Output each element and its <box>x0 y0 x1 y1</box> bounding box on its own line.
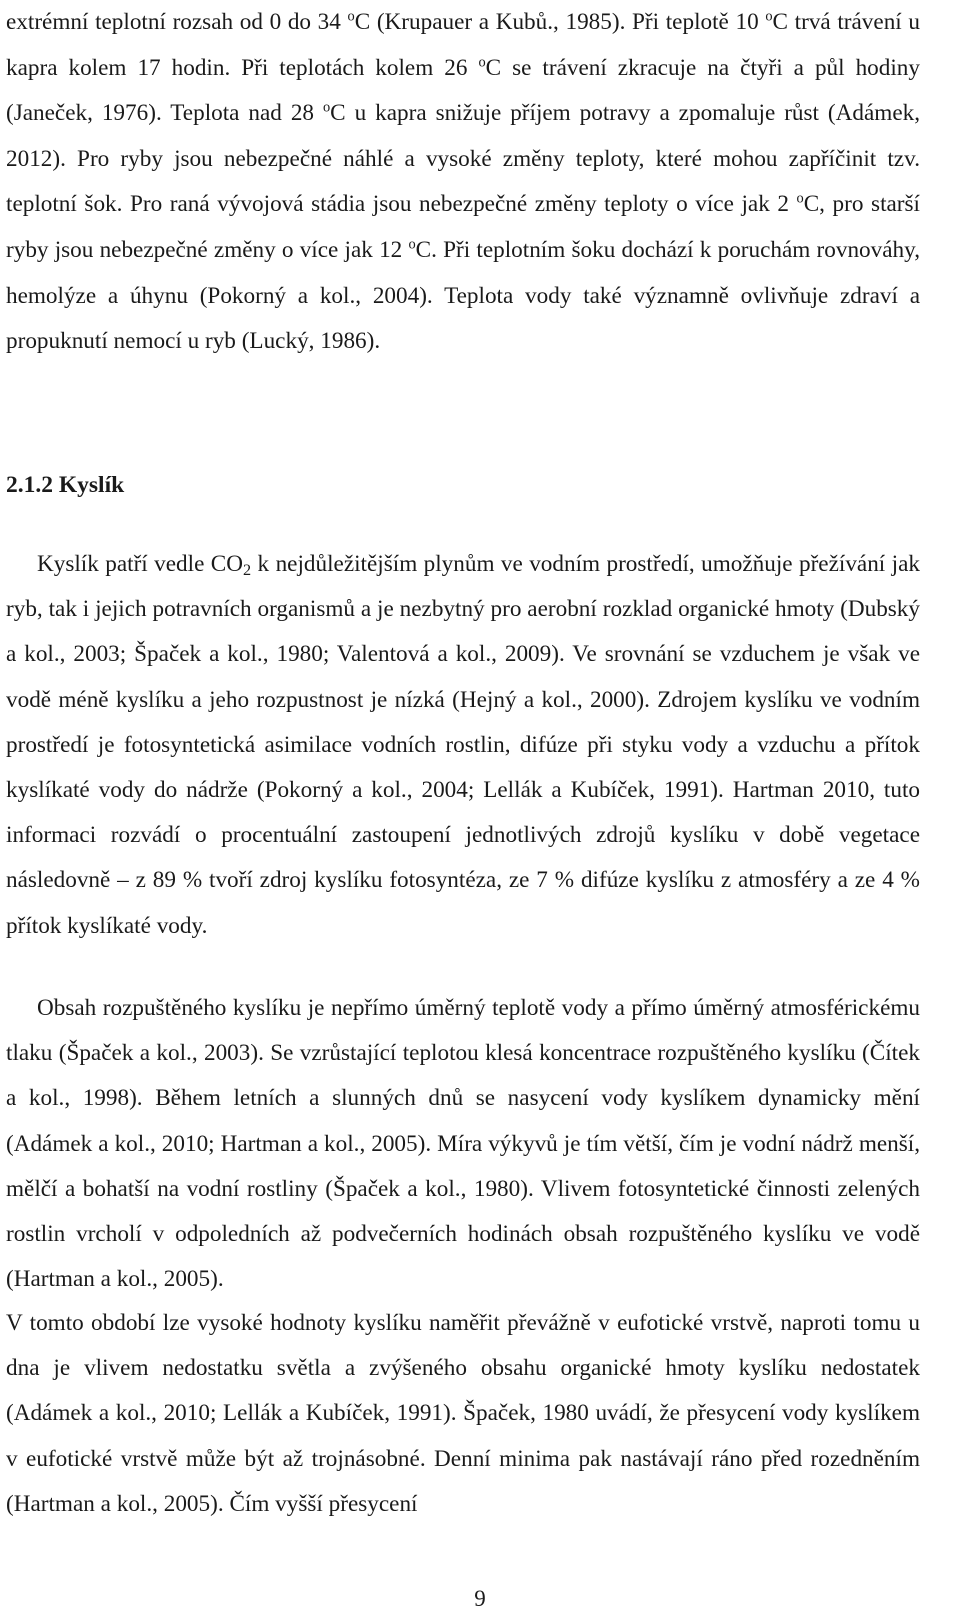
text-run: C u kapra snižuje příjem potravy a zpomaluje růst (Adámek, 2012). Pro ryby jsou nebezpečné náhlé a vysoké změny teploty, které mohou zapříčinit tzv. teplotní šok. Pro raná vývojová stádia jsou nebezpečné změny teploty o více jak 2 <box>6 100 920 218</box>
degree-superscript: o <box>478 53 486 70</box>
page-number: 9 <box>474 1586 486 1611</box>
degree-superscript: o <box>796 190 804 207</box>
paragraph-temperature <box>6 0 920 365</box>
text-run: Kyslík patří vedle CO <box>37 551 244 577</box>
paragraph-dissolved-oxygen: Obsah rozpuštěného kyslíku je nepřímo úměrný teplotě vody a přímo úměrný atmosférickému tlaku (Špaček a kol., 2003). Se vzrůstající teplotou klesá koncentrace rozpuštěného kyslíku (Čítek a kol., 1998). Během letních a slunných dnů se nasycení vody kyslíkem dynamicky mění (Adámek a kol., 2010; Hartman a kol., 2005). Míra výkyvů je tím větší, čím je vodní nádrž menší, mělčí a bohatší na vodní rostliny (Špaček a kol., 1980). Vlivem fotosyntetické činnosti zelených rostlin vrcholí v odpoledních až podvečerních hodinách obsah rozpuštěného kyslíku ve vodě (Hartman a kol., 2005). <box>6 995 920 1293</box>
text-run: C, pro starší ryby jsou nebezpečné změny o více jak 12 <box>6 191 920 263</box>
paragraph-euphotic-layer: V tomto období lze vysoké hodnoty kyslíku naměřit převážně v eufotické vrstvě, naproti tomu u dna je vlivem nedostatku světla a zvýšeného obsahu organické hmoty kyslíku nedostatek (Adámek a kol., 2010; Lellák a Kubíček, 1991). Špaček, 1980 uvádí, že přesycení vody kyslíkem v eufotické vrstvě může být až trojnásobné. Denní minima pak nastávají ráno před rozedněním (Hartman a kol., 2005). Čím vyšší přesycení <box>6 1310 920 1517</box>
text-run: C se trávení zkracuje na čtyři a půl hodiny (Janeček, 1976). Teplota nad 28 <box>6 54 920 127</box>
text-run: C. Při teplotním šoku dochází k poruchám rovnováhy, hemolýze a úhynu (Pokorný a kol., 2004). Teplota vody také významně ovlivňuje zdraví a propuknutí nemocí u ryb (Lucký, 1986). <box>6 236 920 355</box>
section-heading-oxygen: 2.1.2 Kyslík <box>6 472 125 498</box>
paragraph-oxygen-intro <box>6 542 920 949</box>
text-run: extrémní teplotní rozsah od 0 do 34 <box>6 9 348 35</box>
degree-superscript: o <box>322 99 331 116</box>
text-run: C trvá trávení u kapra kolem 17 hodin. Při teplotách kolem 26 <box>6 9 920 81</box>
degree-superscript: o <box>408 236 416 253</box>
text-run: k nejdůležitějším plynům ve vodním prostředí, umožňuje přežívání jak ryb, tak i jejich potravních organismů a je nezbytný pro aerobní rozklad organické hmoty (Dubský a kol., 2003; Špaček a kol., 1980; Valentová a kol., 2009). Ve srovnání se vzduchem je však ve vodě méně kyslíku a jeho rozpustnost je nízká (Hejný a kol., 2000). Zdrojem kyslíku ve vodním prostředí je fotosyntetická asimilace vodních rostlin, difúze při styku vody a vzduchu a přítok kyslíkaté vody do nádrže (Pokorný a kol., 2004; Lellák a Kubíček, 1991). Hartman 2010, tuto informaci rozvádí o procentuální zastoupení jednotlivých zdrojů kyslíku v době vegetace následovně – z 89 % tvoří zdroj kyslíku fotosyntéza, ze 7 % difúze kyslíku z atmosféry a ze 4 % přítok kyslíkaté vody. <box>6 551 920 939</box>
subscript-2: 2 <box>243 561 252 580</box>
degree-superscript: o <box>347 8 355 25</box>
degree-superscript: o <box>765 8 773 25</box>
text-run: C (Krupauer a Kubů., 1985). Při teplotě 10 <box>354 9 766 35</box>
